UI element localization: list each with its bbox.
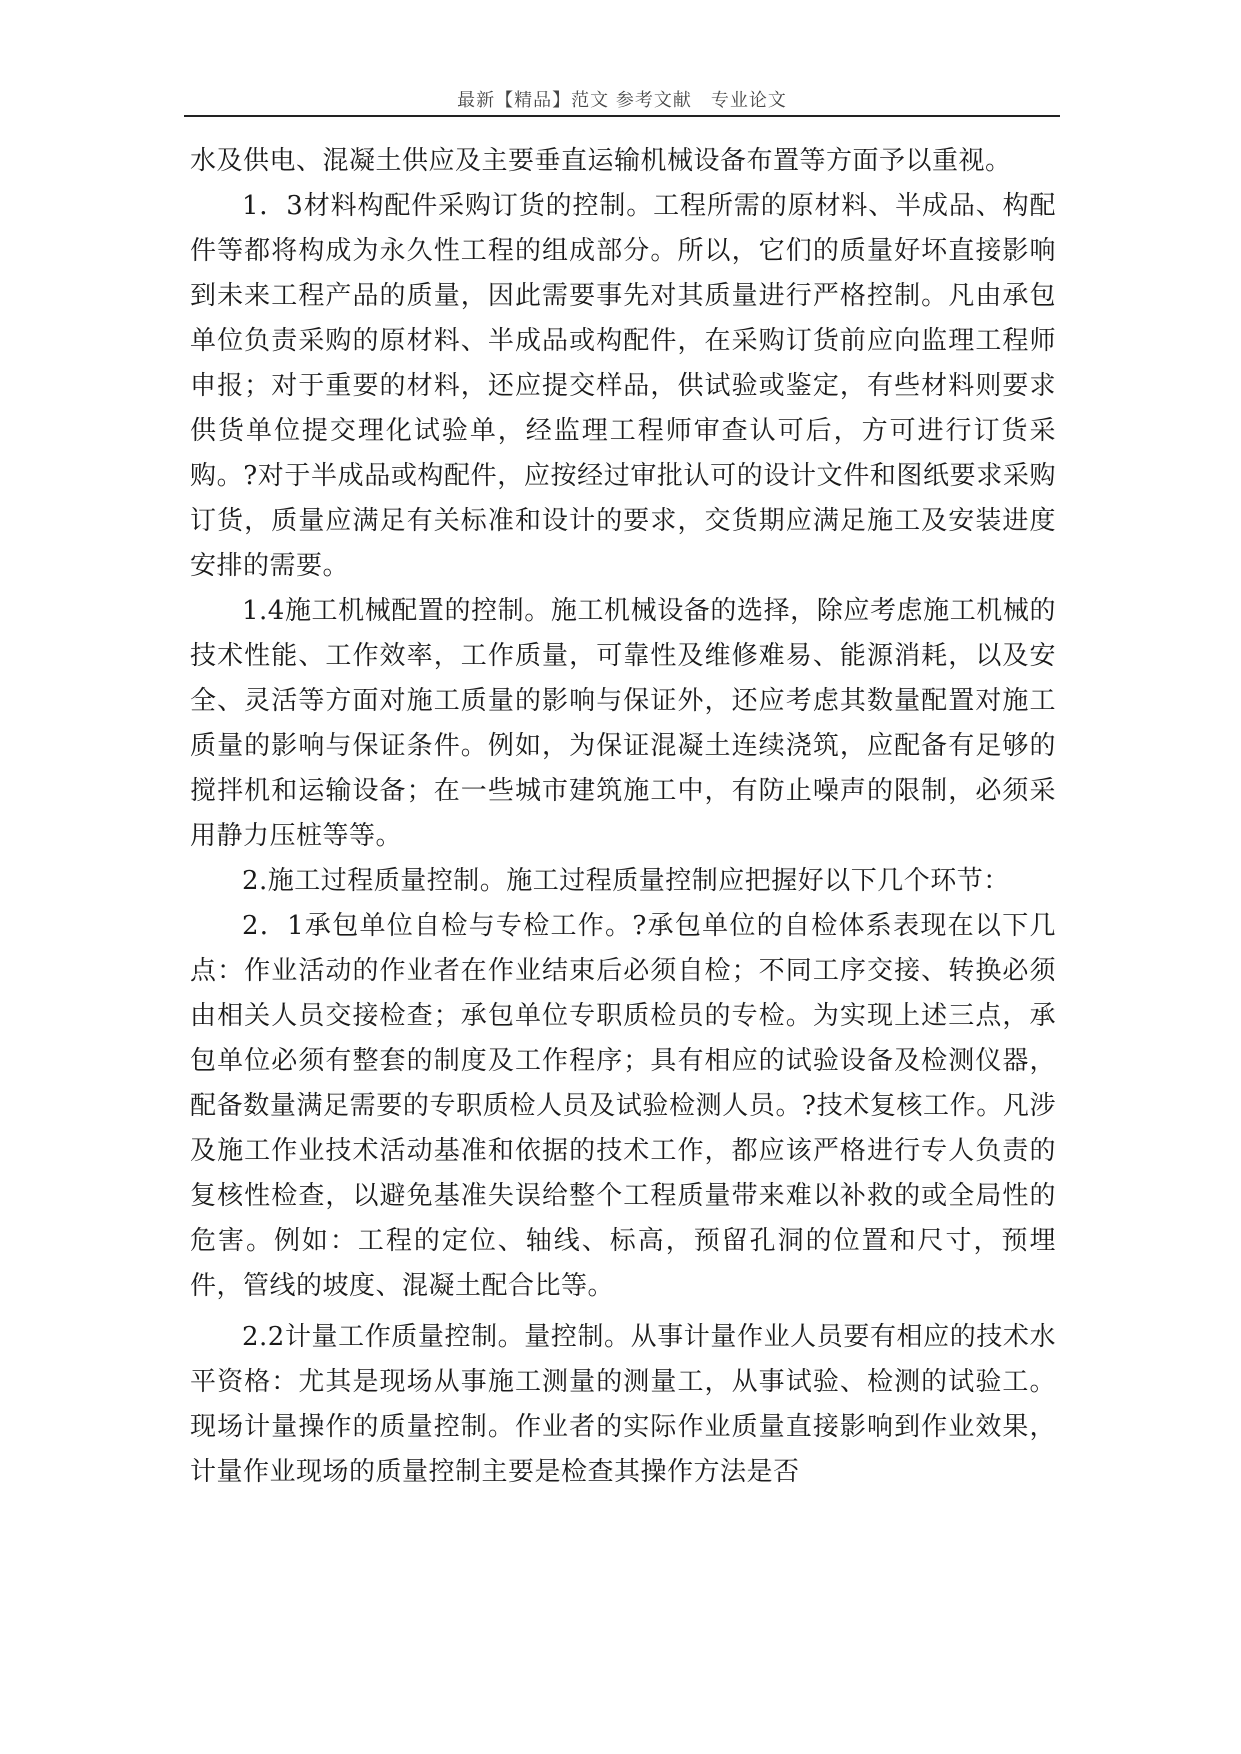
document-body	[190, 139, 1056, 1495]
paragraph-self-inspection: 2．1承包单位自检与专检工作。?承包单位的自检体系表现在以下几点：作业活动的作业者在作业结束后必须自检；不同工序交接、转换必须由相关人员交接检查；承包单位专职质检员的专检。为实现上述三点，承包单位必须有整套的制度及工作程序；具有相应的试验设备及检测仪器，配备数量满足需要的专职质检人员及试验检测人员。?技术复核工作。凡涉及施工作业技术活动基准和依据的技术工作，都应该严格进行专人负责的复核性检查，以避免基准失误给整个工程质量带来难以补救的或全局性的危害。例如：工程的定位、轴线、标高，预留孔洞的位置和尺寸，预埋件，管线的坡度、混凝土配合比等。	[190, 911, 1056, 1301]
paragraph-machinery-configuration: 1.4施工机械配置的控制。施工机械设备的选择，除应考虑施工机械的技术性能、工作效率，工作质量，可靠性及维修难易、能源消耗，以及安全、灵活等方面对施工质量的影响与保证外，还应考虑其数量配置对施工质量的影响与保证条件。例如，为保证混凝土连续浇筑，应配备有足够的搅拌机和运输设备；在一些城市建筑施工中，有防止噪声的限制，必须采用静力压桩等等。	[190, 596, 1056, 851]
paragraph-process-quality-control: 2.施工过程质量控制。施工过程质量控制应把握好以下几个环节：	[242, 866, 1010, 896]
page-header: 最新【精品】范文 参考文献 专业论文	[457, 90, 787, 111]
paragraph-metrology-control: 2.2计量工作质量控制。量控制。从事计量作业人员要有相应的技术水平资格：尤其是现场从事施工测量的测量工，从事试验、检测的试验工。现场计量操作的质量控制。作业者的实际作业质量直接影响到作业效果，计量作业现场的质量控制主要是检查其操作方法是否	[190, 1322, 1056, 1487]
header-divider	[184, 115, 1060, 117]
paragraph-materials-procurement: 1．3材料构配件采购订货的控制。工程所需的原材料、半成品、构配件等都将构成为永久性工程的组成部分。所以，它们的质量好坏直接影响到未来工程产品的质量，因此需要事先对其质量进行严格控制。凡由承包单位负责采购的原材料、半成品或构配件，在采购订货前应向监理工程师申报；对于重要的材料，还应提交样品，供试验或鉴定，有些材料则要求供货单位提交理化试验单，经监理工程师审查认可后，方可进行订货采购。?对于半成品或构配件，应按经过审批认可的设计文件和图纸要求采购订货，质量应满足有关标准和设计的要求，交货期应满足施工及安装进度安排的需要。	[190, 191, 1056, 581]
paragraph-continuation: 水及供电、混凝土供应及主要垂直运输机械设备布置等方面予以重视。	[190, 146, 1012, 176]
